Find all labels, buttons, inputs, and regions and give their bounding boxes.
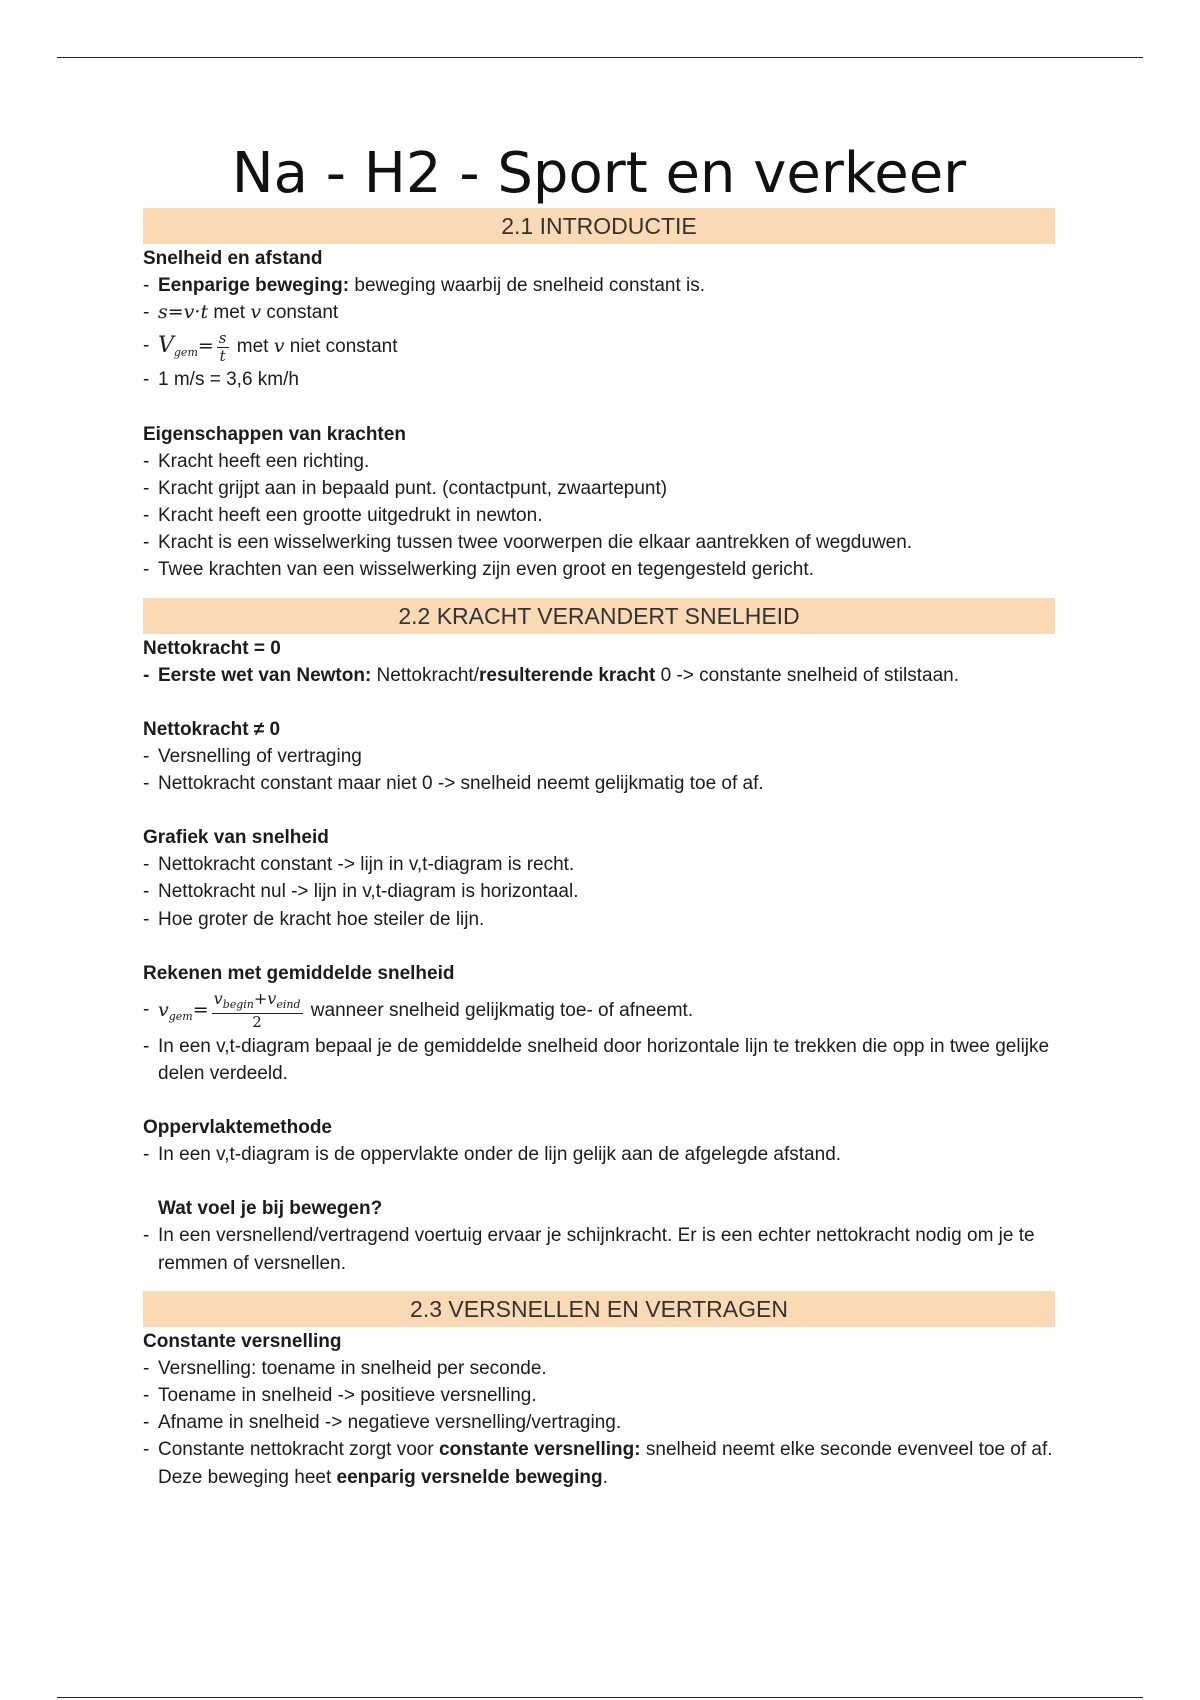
formula-s: s=v·t: [158, 301, 209, 324]
list-item: - $v_{gem}=$ $\frac{v_{begin}+v_{eind}}{2}$ wanneer snelheid gelijkmatig toe- of afneemt.: [143, 989, 694, 1032]
versnelling-list: [143, 1355, 1055, 1437]
list-item: - $V_{gem}=$ $\frac{s}{t}$ met v niet constant: [143, 328, 398, 365]
top-rule: [57, 57, 1143, 58]
list-item: - In een versnellend/vertragend voertuig ervaar je schijnkracht. Er is een echter nettokracht nodig om je te remmen of versnellen.: [143, 1225, 1035, 1274]
list-item: - Eerste wet van Newton: Nettokracht/resulterende kracht 0 -> constante snelheid of stilstaan.: [143, 664, 960, 686]
list-item: - Kracht heeft een richting.: [143, 450, 370, 472]
bottom-rule: [57, 1697, 1143, 1698]
list-item: - Versnelling: toename in snelheid per seconde.: [143, 1357, 547, 1379]
subheading-nettokracht-0: Nettokracht = 0: [143, 637, 281, 659]
list-item: - 1 m/s = 3,6 km/h: [143, 369, 299, 391]
list-item: - In een v,t-diagram is de oppervlakte onder de lijn gelijk aan de afgelegde afstand.: [143, 1144, 842, 1166]
subheading-nettokracht-niet-0: Nettokracht ≠ 0: [143, 718, 281, 740]
list-item: - Twee krachten van een wisselwerking zijn even groot en tegengesteld gericht.: [143, 559, 814, 581]
list-item: - Toename in snelheid -> positieve versnelling.: [143, 1385, 537, 1407]
list-item: - Kracht heeft een grootte uitgedrukt in newton.: [143, 505, 543, 527]
section-heading-2-3: 2.3 VERSNELLEN EN VERTRAGEN: [143, 1291, 1055, 1327]
section-heading-2-1: 2.1 INTRODUCTIE: [143, 208, 1055, 244]
krachten-list: [143, 448, 1055, 584]
document-page: [143, 140, 1055, 1491]
section-heading-2-2: 2.2 KRACHT VERANDERT SNELHEID: [143, 598, 1055, 634]
list-item: - Afname in snelheid -> negatieve versnelling/vertraging.: [143, 1412, 622, 1434]
page-title: Na - H2 - Sport en verkeer: [231, 141, 967, 206]
list-item: - s=v·t met v constant: [143, 301, 339, 324]
subheading-oppervlaktemethode: Oppervlaktemethode: [143, 1117, 332, 1139]
nettokracht-list: [143, 743, 1055, 797]
list-item: - Kracht is een wisselwerking tussen twee voorwerpen die elkaar aantrekken of wegduwen.: [143, 532, 913, 554]
list-item: - In een v,t-diagram bepaal je de gemiddelde snelheid door horizontale lijn te trekken die opp in twee gelijke delen verdeeld.: [143, 1035, 1050, 1085]
list-item: - Constante nettokracht zorgt voor constante versnelling: snelheid neemt elke seconde evenveel toe of af. Deze beweging heet eenparig versnelde beweging.: [143, 1439, 1053, 1488]
list-item: - Kracht grijpt aan in bepaald punt. (contactpunt, zwaartepunt): [143, 477, 668, 499]
fraction-gemiddelde: $\frac{v_{begin}+v_{eind}}{2}$: [213, 989, 301, 1032]
subheading-snelheid: Snelheid en afstand: [143, 248, 323, 269]
list-item: - Nettokracht nul -> lijn in v,t-diagram is horizontaal.: [143, 881, 579, 903]
subheading-wat-voel-je: Wat voel je bij bewegen?: [158, 1198, 383, 1220]
subheading-krachten: Eigenschappen van krachten: [143, 423, 406, 445]
list-item: - Nettokracht constant maar niet 0 -> snelheid neemt gelijkmatig toe of af.: [143, 773, 764, 795]
fraction-s-over-t: $\frac{s}{t}$: [218, 328, 227, 365]
subheading-constante-versnelling: Constante versnelling: [143, 1330, 342, 1352]
list-item: - Eenparige beweging: beweging waarbij de snelheid constant is.: [143, 275, 706, 296]
list-item: - Versnelling of vertraging: [143, 745, 362, 767]
list-item: - Nettokracht constant -> lijn in v,t-diagram is recht.: [143, 854, 575, 876]
subheading-gemiddelde-snelheid: Rekenen met gemiddelde snelheid: [143, 962, 455, 984]
list-item: - Hoe groter de kracht hoe steiler de lijn.: [143, 908, 485, 930]
grafiek-list: [143, 851, 1055, 933]
subheading-grafiek: Grafiek van snelheid: [143, 827, 329, 849]
